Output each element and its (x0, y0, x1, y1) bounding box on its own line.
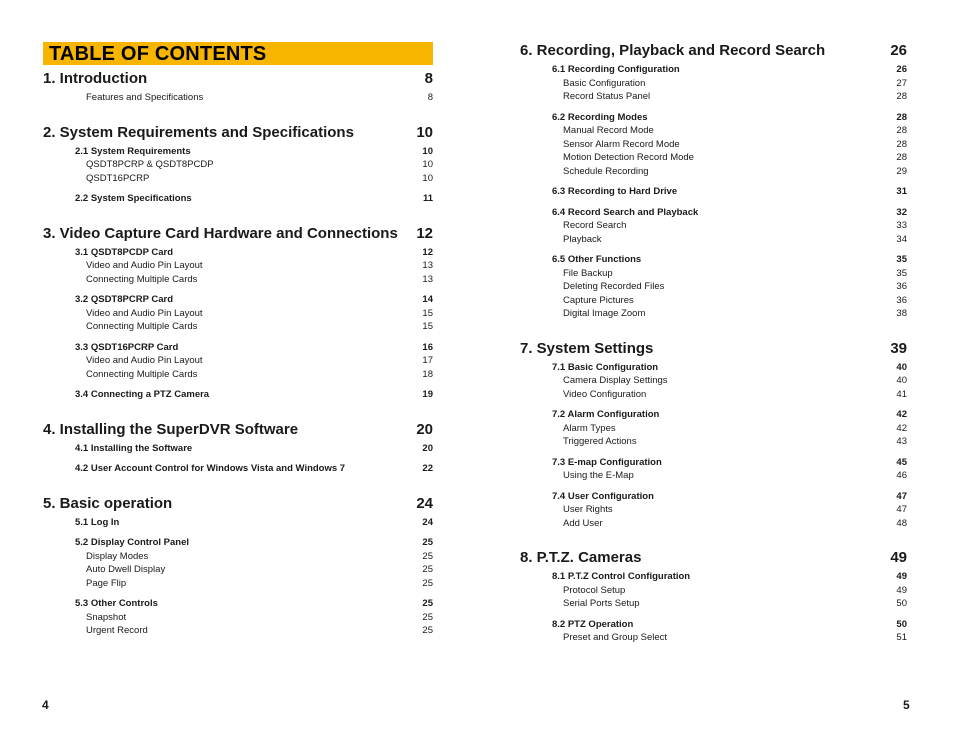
entry-page-number: 42 (896, 409, 907, 420)
toc-subsection-entry[interactable] (520, 388, 907, 402)
entry-page-number: 49 (896, 584, 907, 596)
entry-page-number: 8 (427, 92, 433, 103)
entry-label: 5.2 Display Control Panel (75, 537, 190, 548)
entry-page-number: 25 (422, 537, 433, 548)
toc-subsection-entry[interactable] (43, 354, 433, 368)
toc-section-entry[interactable] (520, 206, 907, 220)
entry-label: 3.4 Connecting a PTZ Camera (75, 389, 210, 400)
entry-page-number: 19 (422, 389, 433, 400)
toc-section-entry[interactable] (43, 388, 433, 402)
chapter-page-number: 26 (890, 42, 907, 59)
entry-label: Connecting Multiple Cards (86, 273, 198, 285)
entry-label: 6.3 Recording to Hard Drive (552, 186, 678, 197)
toc-section-entry[interactable] (520, 111, 907, 125)
entry-label: Video Configuration (563, 388, 647, 400)
toc-section-entry[interactable] (520, 618, 907, 632)
toc-section-entry[interactable] (520, 570, 907, 584)
entry-page-number: 14 (422, 294, 433, 305)
toc-subsection-entry[interactable] (43, 172, 433, 186)
entry-label: Video and Audio Pin Layout (86, 260, 203, 271)
toc-section-entry[interactable] (43, 597, 433, 611)
toc-subsection-entry[interactable] (43, 550, 433, 564)
entry-label: Serial Ports Setup (563, 598, 640, 609)
toc-section-entry[interactable] (520, 408, 907, 422)
entry-page-number: 11 (422, 193, 433, 204)
entry-page-number: 48 (896, 517, 907, 529)
entry-label: 4.2 User Account Control for Windows Vista and Windows 7 (75, 463, 346, 474)
toc-subsection-entry[interactable] (520, 165, 907, 179)
entry-page-number: 41 (896, 388, 907, 400)
page-number-left: 4 (42, 698, 49, 712)
chapter-title: 4. Installing the SuperDVR Software (43, 420, 299, 438)
toc-section-entry[interactable] (43, 462, 433, 476)
entry-page-number: 36 (896, 281, 907, 292)
entry-page-number: 10 (422, 172, 433, 184)
toc-subsection-entry[interactable] (520, 219, 907, 233)
toc-subsection-entry[interactable] (43, 320, 433, 334)
toc-subsection-entry[interactable] (43, 273, 433, 287)
entry-label: 3.3 QSDT16PCRP Card (75, 341, 179, 353)
toc-section-entry[interactable] (520, 253, 907, 267)
entry-label: 2.2 System Specifications (75, 193, 192, 204)
entry-page-number: 47 (896, 490, 907, 502)
entry-page-number: 12 (422, 246, 433, 258)
toc-subsection-entry[interactable] (520, 151, 907, 165)
toc-subsection-entry[interactable] (43, 368, 433, 382)
entry-label: Capture Pictures (563, 294, 634, 306)
entry-page-number: 50 (896, 598, 907, 609)
entry-label: 8.1 P.T.Z Control Configuration (552, 571, 691, 582)
entry-page-number: 33 (896, 220, 907, 231)
entry-label: Playback (563, 233, 602, 245)
entry-page-number: 15 (422, 307, 433, 319)
entry-label: 2.1 System Requirements (75, 145, 191, 157)
entry-page-number: 28 (896, 91, 907, 102)
entry-label: Add User (563, 517, 603, 529)
chapter-page-number: 8 (424, 70, 433, 87)
entry-page-number: 10 (422, 145, 433, 157)
entry-page-number: 24 (422, 516, 433, 528)
right-toc-list (520, 41, 907, 645)
right-page-column (520, 41, 907, 645)
entry-label: 5.1 Log In (75, 516, 120, 528)
toc-subsection-entry[interactable] (520, 124, 907, 138)
toc-subsection-entry[interactable] (520, 422, 907, 436)
entry-page-number: 22 (422, 463, 433, 474)
chapter-title: 3. Video Capture Card Hardware and Connections (43, 224, 398, 242)
entry-page-number: 49 (896, 571, 907, 582)
entry-page-number: 35 (896, 267, 907, 279)
toc-subsection-entry[interactable] (520, 138, 907, 152)
chapter-heading[interactable] (43, 494, 433, 514)
entry-label: 7.2 Alarm Configuration (552, 409, 660, 420)
toc-subsection-entry[interactable] (520, 267, 907, 281)
entry-page-number: 25 (422, 625, 433, 636)
toc-subsection-entry[interactable] (520, 294, 907, 308)
toc-subsection-entry[interactable] (43, 158, 433, 172)
entry-page-number: 51 (896, 632, 907, 643)
toc-section-entry[interactable] (43, 246, 433, 260)
chapter-title: 7. System Settings (520, 339, 654, 357)
chapter-page-number: 24 (416, 494, 433, 512)
entry-label: 7.4 User Configuration (552, 490, 654, 502)
entry-page-number: 28 (896, 125, 907, 136)
entry-label: Features and Specifications (86, 92, 204, 103)
entry-page-number: 45 (896, 456, 907, 468)
toc-subsection-entry[interactable] (43, 624, 433, 638)
chapter-title: 5. Basic operation (43, 494, 173, 512)
chapter-heading[interactable] (43, 420, 433, 440)
toc-subsection-entry[interactable] (43, 259, 433, 273)
entry-label: 6.5 Other Functions (552, 254, 642, 265)
entry-page-number: 26 (896, 64, 907, 75)
entry-page-number: 35 (896, 254, 907, 265)
entry-label: File Backup (563, 267, 613, 279)
toc-subsection-entry[interactable] (520, 469, 907, 483)
chapter-page-number: 39 (890, 339, 907, 357)
chapter-page-number: 49 (890, 549, 907, 566)
toc-subsection-entry[interactable] (520, 517, 907, 531)
entry-label: Preset and Group Select (563, 632, 668, 643)
entry-label: Alarm Types (563, 422, 616, 434)
entry-label: 4.1 Installing the Software (75, 442, 193, 454)
toc-section-entry[interactable] (520, 185, 907, 199)
toc-section-entry[interactable] (43, 341, 433, 355)
entry-page-number: 43 (896, 436, 907, 447)
entry-label: 6.4 Record Search and Playback (552, 206, 699, 218)
chapter-page-number: 12 (416, 224, 433, 242)
entry-label: 5.3 Other Controls (75, 598, 158, 609)
entry-page-number: 50 (896, 618, 907, 630)
entry-page-number: 13 (422, 273, 433, 285)
toc-section-entry[interactable] (43, 442, 433, 456)
entry-page-number: 47 (896, 504, 907, 515)
entry-page-number: 40 (896, 361, 907, 373)
entry-label: 7.3 E-map Configuration (552, 456, 662, 468)
toc-subsection-entry[interactable] (43, 611, 433, 625)
toc-section-entry[interactable] (43, 516, 433, 530)
chapter-heading[interactable] (520, 41, 907, 61)
entry-label: Page Flip (86, 577, 127, 589)
entry-label: Motion Detection Record Mode (563, 152, 694, 163)
entry-label: Deleting Recorded Files (563, 281, 665, 292)
entry-label: Record Status Panel (563, 91, 651, 102)
entry-label: Video and Audio Pin Layout (86, 307, 203, 319)
toc-subsection-entry[interactable] (43, 91, 433, 105)
toc-subsection-entry[interactable] (520, 90, 907, 104)
entry-page-number: 10 (422, 159, 433, 170)
entry-page-number: 20 (422, 442, 433, 454)
entry-label: Sensor Alarm Record Mode (563, 138, 680, 150)
entry-page-number: 36 (896, 294, 907, 306)
chapter-heading[interactable] (43, 123, 433, 143)
chapter-heading[interactable] (520, 548, 907, 568)
toc-section-entry[interactable] (520, 490, 907, 504)
chapter-page-number: 20 (416, 420, 433, 438)
entry-label: Connecting Multiple Cards (86, 321, 198, 332)
chapter-title: 6. Recording, Playback and Record Search (520, 42, 826, 59)
entry-page-number: 40 (896, 375, 907, 386)
toc-subsection-entry[interactable] (43, 577, 433, 591)
entry-page-number: 16 (422, 341, 433, 353)
entry-page-number: 13 (422, 260, 433, 271)
entry-label: Auto Dwell Display (86, 564, 166, 575)
entry-label: 8.2 PTZ Operation (552, 618, 634, 630)
toc-section-entry[interactable] (43, 192, 433, 206)
toc-subsection-entry[interactable] (520, 631, 907, 645)
toc-subsection-entry[interactable] (43, 563, 433, 577)
entry-label: Basic Configuration (563, 77, 646, 89)
toc-subsection-entry[interactable] (520, 374, 907, 388)
entry-page-number: 32 (896, 206, 907, 218)
entry-page-number: 29 (896, 165, 907, 177)
toc-subsection-entry[interactable] (520, 503, 907, 517)
entry-label: QSDT16PCRP (86, 172, 150, 184)
entry-label: User Rights (563, 504, 613, 515)
entry-label: Video and Audio Pin Layout (86, 355, 203, 366)
toc-section-entry[interactable] (520, 456, 907, 470)
entry-label: 3.1 QSDT8PCDP Card (75, 246, 174, 258)
chapter-heading[interactable] (43, 69, 433, 89)
toc-subsection-entry[interactable] (520, 77, 907, 91)
entry-page-number: 38 (896, 308, 907, 319)
entry-label: QSDT8PCRP & QSDT8PCDP (86, 159, 214, 170)
entry-page-number: 28 (896, 138, 907, 150)
left-toc-list (43, 69, 433, 638)
toc-title: TABLE OF CONTENTS (43, 42, 433, 65)
entry-label: Record Search (563, 220, 627, 231)
toc-subsection-entry[interactable] (520, 435, 907, 449)
entry-page-number: 28 (896, 152, 907, 163)
toc-subsection-entry[interactable] (520, 584, 907, 598)
entry-label: Connecting Multiple Cards (86, 368, 198, 380)
entry-page-number: 31 (896, 186, 907, 197)
entry-label: Protocol Setup (563, 584, 626, 596)
entry-page-number: 34 (896, 233, 907, 245)
entry-page-number: 25 (422, 550, 433, 562)
chapter-heading[interactable] (43, 224, 433, 244)
chapter-heading[interactable] (520, 339, 907, 359)
toc-subsection-entry[interactable] (43, 307, 433, 321)
toc-section-entry[interactable] (43, 536, 433, 550)
entry-page-number: 17 (422, 355, 433, 366)
chapter-page-number: 10 (416, 123, 433, 141)
entry-page-number: 28 (896, 111, 907, 123)
entry-label: Camera Display Settings (563, 375, 668, 386)
toc-section-entry[interactable] (520, 63, 907, 77)
toc-subsection-entry[interactable] (520, 307, 907, 321)
entry-page-number: 25 (422, 564, 433, 575)
entry-label: Digital Image Zoom (563, 308, 646, 319)
entry-label: 7.1 Basic Configuration (552, 361, 659, 373)
toc-subsection-entry[interactable] (520, 280, 907, 294)
entry-label: Schedule Recording (563, 165, 649, 177)
toc-section-entry[interactable] (43, 145, 433, 159)
toc-section-entry[interactable] (520, 361, 907, 375)
entry-page-number: 25 (422, 598, 433, 609)
entry-page-number: 46 (896, 470, 907, 481)
entry-label: 6.1 Recording Configuration (552, 64, 680, 75)
entry-page-number: 42 (896, 422, 907, 434)
left-page-column (43, 42, 433, 638)
entry-label: Urgent Record (86, 625, 148, 636)
toc-section-entry[interactable] (43, 293, 433, 307)
entry-page-number: 25 (422, 577, 433, 589)
entry-label: 3.2 QSDT8PCRP Card (75, 294, 174, 305)
entry-label: Snapshot (86, 611, 127, 623)
entry-page-number: 25 (422, 611, 433, 623)
entry-label: Using the E-Map (563, 470, 634, 481)
entry-label: Triggered Actions (563, 436, 637, 447)
entry-page-number: 27 (896, 77, 907, 89)
toc-subsection-entry[interactable] (520, 233, 907, 247)
entry-label: Manual Record Mode (563, 125, 654, 136)
entry-label: Display Modes (86, 550, 149, 562)
chapter-title: 8. P.T.Z. Cameras (520, 549, 642, 566)
entry-page-number: 18 (422, 368, 433, 380)
chapter-title: 2. System Requirements and Specifications (43, 123, 354, 141)
entry-label: 6.2 Recording Modes (552, 111, 648, 123)
toc-subsection-entry[interactable] (520, 597, 907, 611)
page-number-right: 5 (903, 698, 910, 712)
entry-page-number: 15 (422, 321, 433, 332)
chapter-title: 1. Introduction (43, 70, 148, 87)
